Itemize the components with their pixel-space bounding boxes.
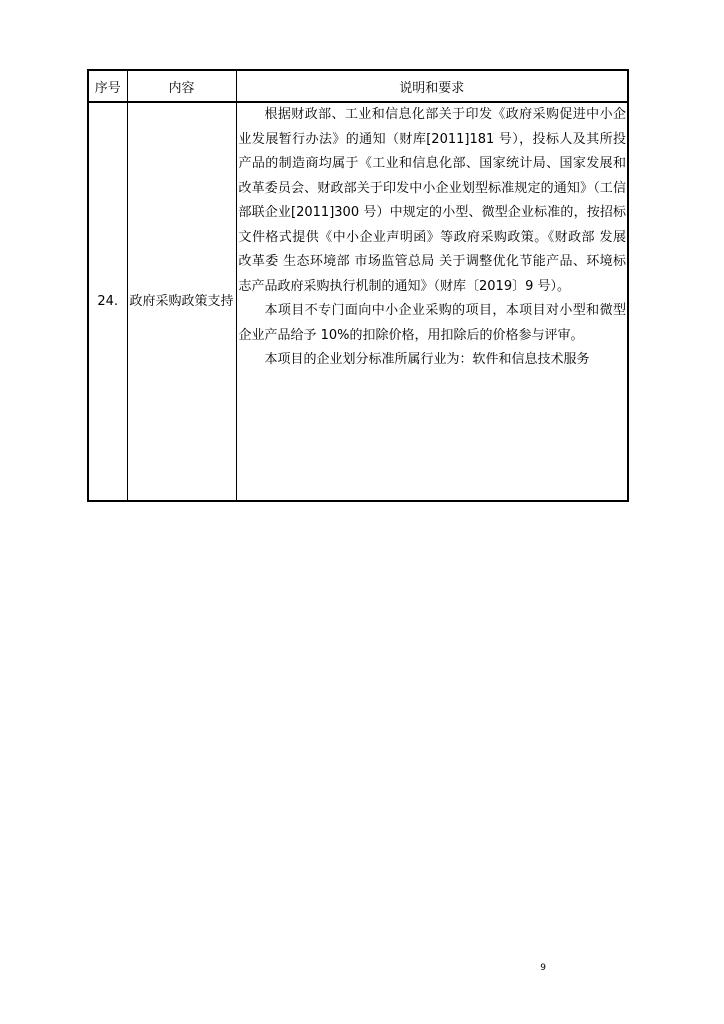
header-seq: 序号 [88, 70, 127, 102]
header-content: 内容 [127, 70, 236, 102]
header-description: 说明和要求 [236, 70, 628, 102]
description-paragraph: 本项目的企业划分标准所属行业为：软件和信息技术服务 [264, 352, 590, 367]
table-row [88, 102, 628, 501]
requirements-table [87, 69, 629, 502]
row-seq: 24. [88, 102, 127, 501]
row-content: 政府采购政策支持 [127, 102, 236, 501]
table-header-row [88, 70, 628, 102]
page-number: 9 [540, 963, 546, 973]
row-description [236, 102, 628, 501]
description-paragraph: 根据财政部、工业和信息化部关于印发《政府采购促进中小企业发展暂行办法》的通知（财库[2011]181 号），投标人及其所投产品的制造商均属于《工业和信息化部、国家统计局、国家发展和改革委员会、财政部关于印发中小企业划型标准规定的通知》（工信部联企业[2011]300 号）中规定的小型、微型企业标准的，按招标文件格式提供《中小企业声明函》等政府采购政策。《财政部 发展改革委 生态环境部 市场监管总局 关于调整优化节能产品、环境标志产品政府采购执行机制的通知》（财库〔2019〕9 号）。 [238, 107, 626, 294]
description-paragraph: 本项目不专门面向中小企业采购的项目，本项目对小型和微型企业产品给予 10%的扣除价格，用扣除后的价格参与评审。 [238, 303, 626, 343]
